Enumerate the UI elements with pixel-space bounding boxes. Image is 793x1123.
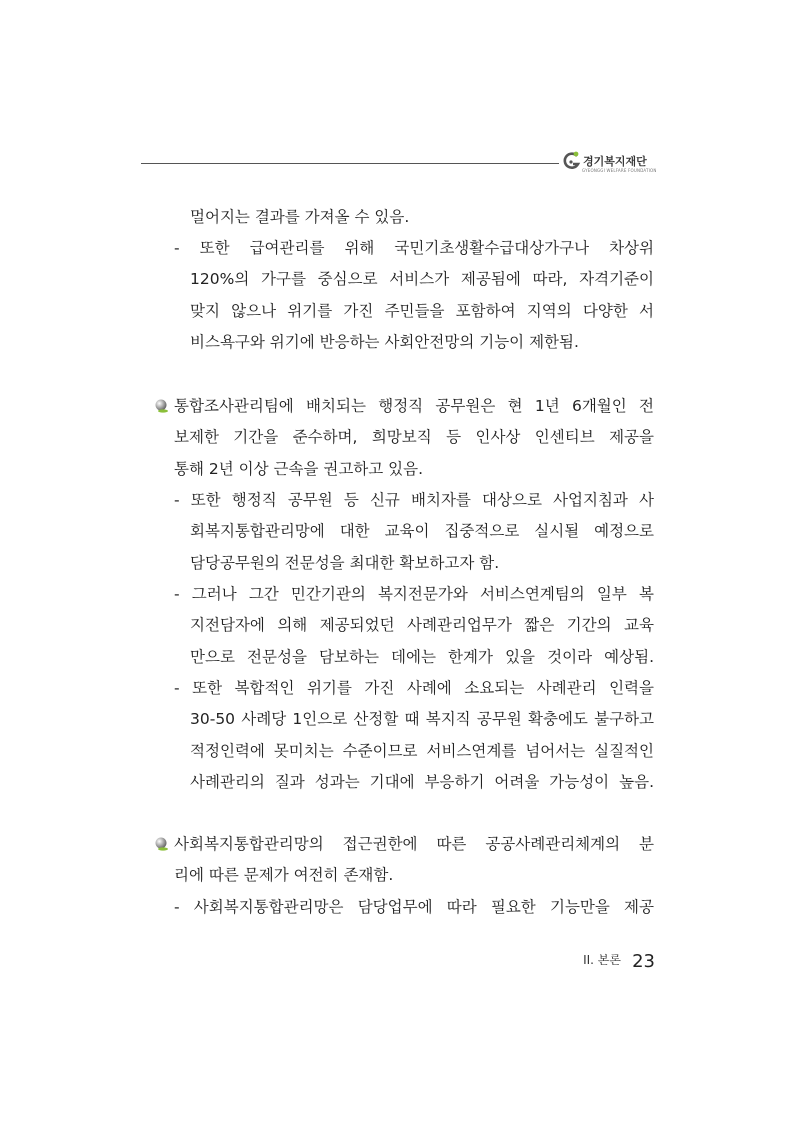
section-label: II. 본론 — [583, 953, 621, 967]
sphere-bullet-icon — [153, 398, 169, 414]
logo-subtitle: GYEONGGI WELFARE FOUNDATION — [582, 168, 657, 173]
body-line: 보제한 기간을 준수하며, 희망보직 등 인사상 인센티브 제공을 — [174, 428, 654, 446]
sub-bullet-line: - 그러나 그간 민간기관의 복지전문가와 서비스연계팀의 일부 복 — [174, 585, 654, 603]
body-line: 맞지 않으나 위기를 가진 주민들을 포함하여 지역의 다양한 서 — [190, 302, 654, 320]
foundation-logo-icon — [562, 150, 582, 172]
body-line: 담당공무원의 전문성을 최대한 확보하고자 함. — [190, 554, 500, 572]
body-line: 비스욕구와 위기에 반응하는 사회안전망의 기능이 제한됨. — [190, 333, 579, 351]
body-line: 30-50 사례당 1인으로 산정할 때 복지직 공무원 확충에도 불구하고 — [190, 710, 654, 728]
sub-bullet-line: - 또한 행정직 공무원 등 신규 배치자를 대상으로 사업지침과 사 — [174, 491, 654, 509]
body-line: 사례관리의 질과 성과는 기대에 부응하기 어려울 가능성이 높음. — [190, 773, 654, 791]
body-line: 리에 따른 문제가 여전히 존재함. — [174, 866, 394, 884]
body-line: 회복지통합관리망에 대한 교육이 집중적으로 실시될 예정으로 — [190, 522, 654, 540]
sphere-bullet-icon — [153, 836, 169, 852]
body-line: 만으로 전문성을 담보하는 데에는 한계가 있을 것이라 예상됨. — [190, 648, 654, 666]
sub-bullet-line: - 또한 복합적인 위기를 가진 사례에 소요되는 사례관리 인력을 — [174, 679, 654, 697]
body-line: 120%의 가구를 중심으로 서비스가 제공됨에 따라, 자격기준이 — [190, 270, 654, 288]
body-line: 통해 2년 이상 근속을 권고하고 있음. — [174, 460, 424, 478]
sub-bullet-line: - 또한 급여관리를 위해 국민기초생활수급대상가구나 차상위 — [174, 239, 654, 257]
bullet-line: 통합조사관리팀에 배치되는 행정직 공무원은 현 1년 6개월인 전 — [174, 397, 654, 415]
sub-bullet-line: - 사회복지통합관리망은 담당업무에 따라 필요한 기능만을 제공 — [174, 898, 654, 916]
page-footer — [583, 951, 655, 972]
body-line: 지전담자에 의해 제공되었던 사례관리업무가 짧은 기간의 교육 — [190, 616, 654, 634]
logo-name: 경기복지재단 — [583, 155, 647, 168]
body-line: 멀어지는 결과를 가져올 수 있음. — [190, 208, 410, 226]
bullet-line: 사회복지통합관리망의 접근권한에 따른 공공사례관리체계의 분 — [174, 835, 654, 853]
page-number: 23 — [632, 951, 655, 972]
header-rule — [141, 163, 559, 164]
foundation-logo — [562, 150, 662, 178]
body-line: 적정인력에 못미치는 수준이므로 서비스연계를 넘어서는 실질적인 — [190, 742, 654, 760]
